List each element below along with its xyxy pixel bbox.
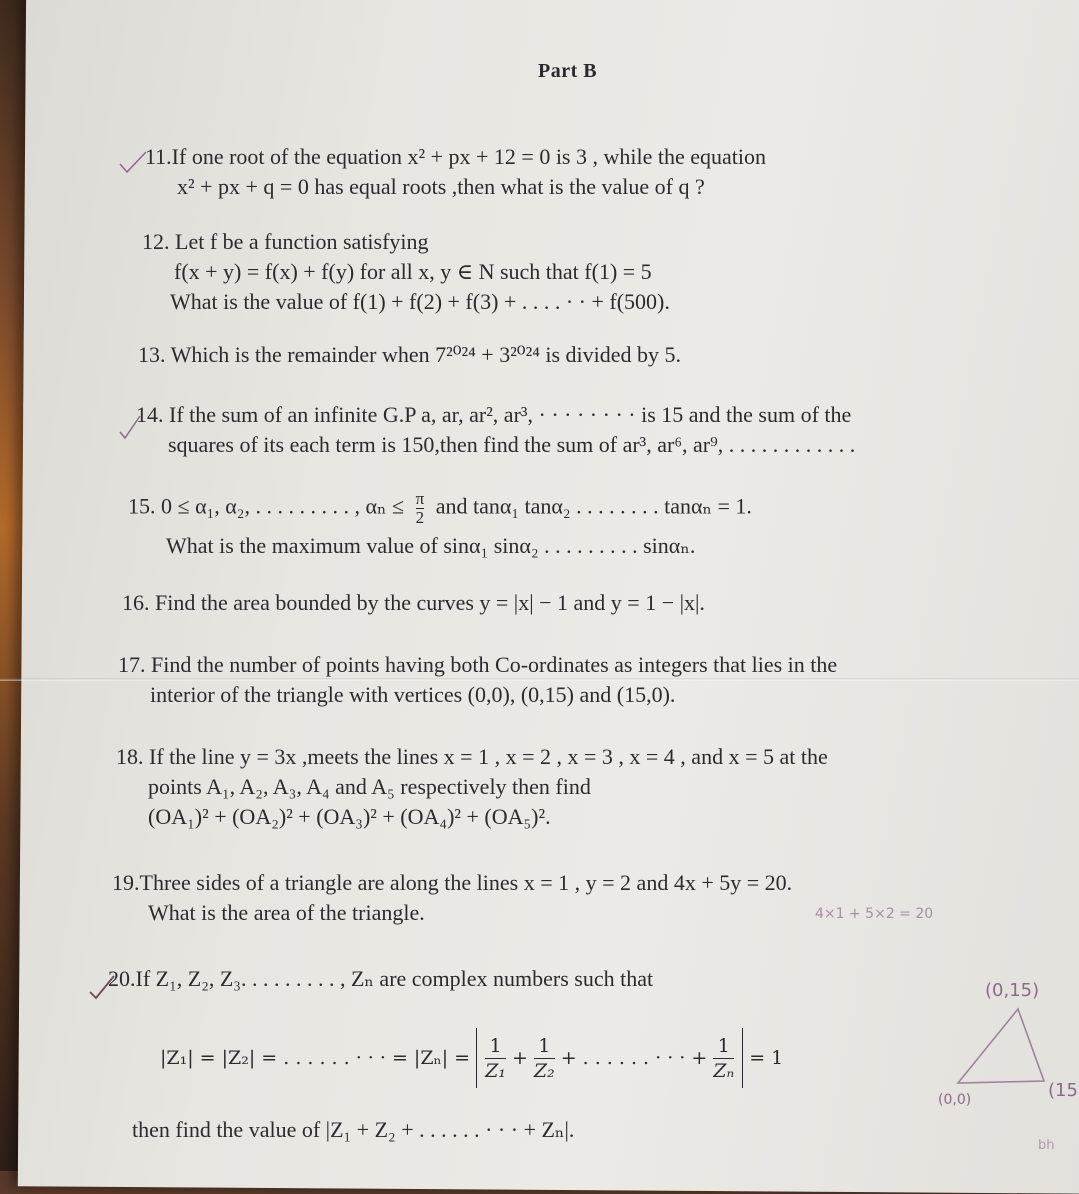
q20-f3-num: 1 — [713, 1034, 734, 1059]
q17-line-1: 17. Find the number of points having both Co-ordinates as integers that lies in the — [118, 652, 838, 677]
q12-line-1: 12. Let f be a function satisfying — [142, 229, 429, 254]
q20-f2-den: Z₂ — [533, 1059, 555, 1082]
q19-line-2: What is the area of the triangle. — [148, 900, 425, 925]
q20-equation — [160, 1028, 783, 1088]
q15-fraction — [416, 490, 425, 527]
question-15 — [128, 490, 752, 561]
q20-line-1: 20.If Z₁, Z₂, Z₃. . . . . . . . . , Zₙ are complex numbers such that — [108, 966, 654, 991]
q14-line-1: 14. If the sum of an infinite G.P a, ar, ar², ar³, · · · · · · · · is 15 and the sum of the — [136, 402, 852, 427]
check-mark-icon — [118, 414, 142, 440]
q20-eq-left: |Z₁| = |Z₂| = . . . . . . · · · = |Zₙ| = — [160, 1047, 471, 1069]
handwritten-point-origin: (0,0) — [938, 1092, 972, 1108]
q18-line-1: 18. If the line y = 3x ,meets the lines x = 1 , x = 2 , x = 3 , x = 4 , and x = 5 at the — [116, 744, 828, 769]
q20-eq-mid: + . . . . . . · · · + — [560, 1047, 708, 1069]
q17-line-2: interior of the triangle with vertices (0,0), (0,15) and (15,0). — [150, 682, 676, 707]
check-mark-icon — [88, 974, 116, 1000]
q20-f2-num: 1 — [534, 1034, 555, 1059]
handwritten-note-q19: 4×1 + 5×2 = 20 — [815, 906, 934, 922]
question-19 — [112, 868, 792, 928]
handwritten-corner-mark: bh — [1038, 1138, 1055, 1153]
q20-f1-den: Z₁ — [485, 1059, 506, 1082]
q15-line-2: What is the maximum value of sinα₁ sinα₂ . . . . . . . . . sinαₙ. — [166, 533, 696, 558]
q20-f1-num: 1 — [485, 1034, 506, 1059]
q15-line-1a: 15. 0 ≤ α₁, α₂, . . . . . . . . . , αₙ ≤ — [128, 493, 405, 519]
question-17 — [118, 650, 837, 710]
q20-eq-right: = 1 — [749, 1047, 784, 1069]
q11-line-2: x² + px + q = 0 has equal roots ,then what is the value of q ? — [177, 174, 705, 199]
question-16 — [122, 588, 705, 618]
q20-f3-den: Zₙ — [713, 1059, 735, 1082]
triangle-sketch — [940, 1005, 1060, 1095]
q20-fraction-2 — [534, 1034, 555, 1083]
q18-line-2: points A₁, A₂, A₃, A₄ and A₅ respectively then find — [148, 774, 591, 799]
q12-line-3: What is the value of f(1) + f(2) + f(3) + . . . . · · + f(500). — [170, 289, 670, 314]
q12-line-2: f(x + y) = f(x) + f(y) for all x, y ∈ N such that f(1) = 5 — [174, 259, 652, 284]
question-12 — [142, 227, 670, 317]
q15-frac-num: π — [415, 489, 425, 508]
q16-line-1: 16. Find the area bounded by the curves y = |x| − 1 and y = 1 − |x|. — [122, 590, 705, 615]
question-18 — [116, 742, 828, 832]
check-mark-icon — [118, 150, 148, 174]
q18-line-3: (OA₁)² + (OA₂)² + (OA₃)² + (OA₄)² + (OA₅)². — [148, 804, 551, 829]
q14-line-2: squares of its each term is 150,then find the sum of ar³, ar⁶, ar⁹, . . . . . . . . . . . . — [168, 432, 856, 457]
page-title: Part B — [538, 60, 598, 82]
q19-line-1: 19.Three sides of a triangle are along the lines x = 1 , y = 2 and 4x + 5y = 20. — [112, 870, 793, 895]
q20-fraction-1 — [485, 1034, 506, 1083]
question-14 — [136, 400, 855, 460]
handwritten-point-right: (15 — [1048, 1080, 1078, 1101]
q20-abs-sum: $\frac{1}{\text{Z₁}}$ + $\frac{1}{\text{Z₂}}$ + . . . . . . · · · + $\frac{1}{\text{Zₙ}}$ — [476, 1028, 743, 1088]
question-20 — [108, 964, 653, 994]
q15-frac-den: 2 — [415, 508, 425, 527]
q20-line-3: then find the value of |Z₁ + Z₂ + . . . . . . · · · + Zₙ|. — [132, 1117, 575, 1142]
q20-fraction-3 — [713, 1034, 734, 1083]
q11-line-1: 11.If one root of the equation x² + px + 12 = 0 is 3 , while the equation — [145, 144, 766, 169]
question-20-ask — [132, 1115, 574, 1145]
handwritten-point-top: (0,15) — [985, 980, 1040, 1001]
question-13 — [138, 340, 681, 370]
question-11 — [145, 142, 766, 202]
q15-line-1b: and tanα₁ tanα₂ . . . . . . . . tanαₙ = 1. — [435, 493, 752, 519]
q13-line-1: 13. Which is the remainder when 7²⁰²⁴ + 3²⁰²⁴ is divided by 5. — [138, 342, 682, 367]
